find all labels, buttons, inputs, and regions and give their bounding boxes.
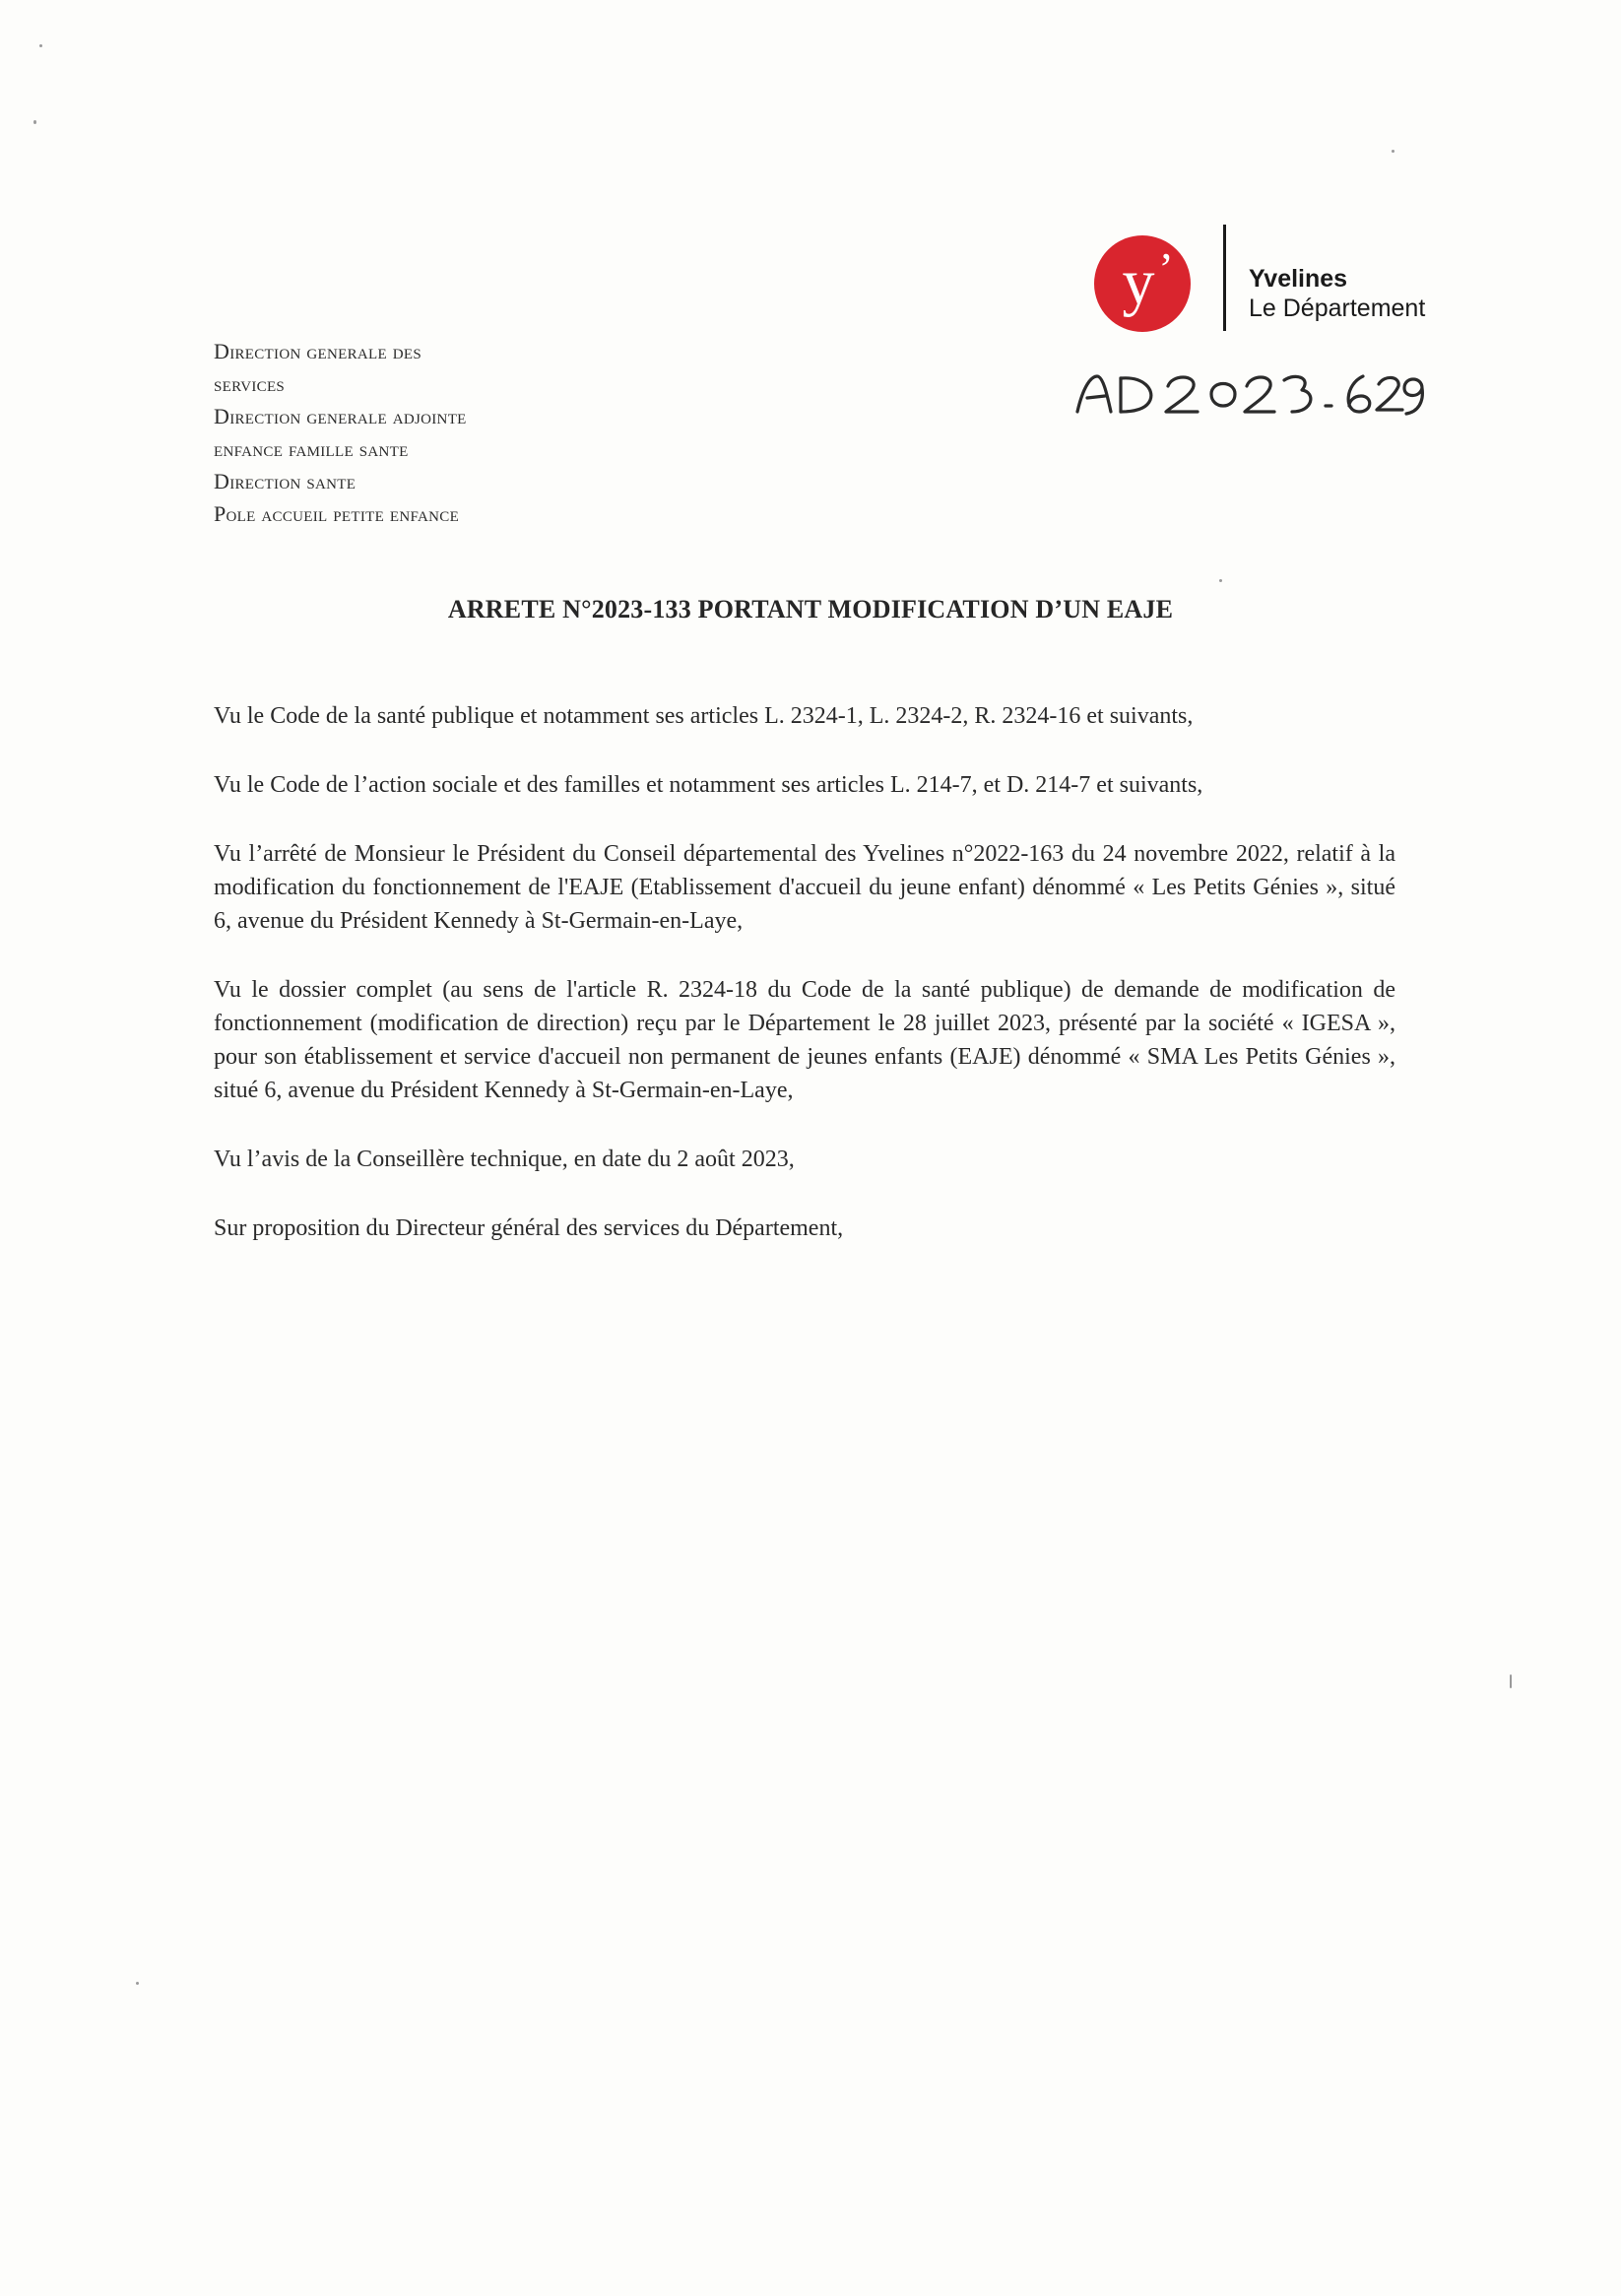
paragraph: Vu l’arrêté de Monsieur le Président du Conseil départemental des Yvelines n°2022-163 du 24 novembre 2022, relatif à la modification du fonctionnement de l'EAJE (Etablissement d'accueil du jeune enfant) dénommé « Les Petits Génies », situé 6, avenue du Président Kennedy à St-Germain-en-Laye, — [214, 841, 1395, 934]
header-line: Direction sante — [214, 469, 357, 493]
logo-text — [1249, 264, 1425, 323]
yvelines-logo-mark-icon — [1093, 234, 1192, 333]
paragraph: Vu le dossier complet (au sens de l'article R. 2324-18 du Code de la santé publique) de demande de modification de fonctionnement (modification de direction) reçu par le Département le 28 juillet 2023, présenté par la société « IGESA », pour son établissement et service d'accueil non permanent de jeunes enfants (EAJE) dénommé « SMA Les Petits Génies », situé 6, avenue du Président Kennedy à St-Germain-en-Laye, — [214, 977, 1395, 1103]
header-line: services — [214, 371, 286, 396]
scan-speck — [136, 1982, 139, 1985]
logo-subtitle: Le Département — [1249, 295, 1426, 322]
scan-speck — [1392, 150, 1394, 153]
scan-speck — [39, 44, 42, 47]
svg-text:’: ’ — [1158, 243, 1174, 294]
handwritten-reference-text: AD 2023. 629 — [1073, 366, 1079, 367]
scan-speck — [1510, 1674, 1512, 1688]
header-line: Direction generale des — [214, 339, 421, 363]
header-line: Pole accueil petite enfance — [214, 501, 460, 526]
header-line: Direction generale adjointe — [214, 404, 467, 428]
document-title: ARRETE N°2023-133 PORTANT MODIFICATION D’UN EAJE — [447, 595, 1174, 623]
paragraph: Vu le Code de l’action sociale et des familles et notamment ses articles L. 214-7, et D. 214-7 et suivants, — [214, 772, 1203, 798]
document-body — [214, 699, 1395, 1280]
paragraph: Sur proposition du Directeur général des services du Département, — [214, 1215, 844, 1241]
paragraph: Vu le Code de la santé publique et notamment ses articles L. 2324-1, L. 2324-2, R. 2324-16 et suivants, — [214, 703, 1194, 729]
logo-divider — [1223, 225, 1226, 331]
issuing-department-header — [214, 335, 467, 530]
handwritten-reference-number — [1073, 366, 1428, 418]
paragraph: Vu l’avis de la Conseillère technique, en date du 2 août 2023, — [214, 1147, 795, 1172]
header-line: enfance famille sante — [214, 436, 409, 461]
svg-text:y: y — [1122, 246, 1155, 318]
scan-speck — [1219, 579, 1222, 582]
logo-name: Yvelines — [1249, 265, 1348, 293]
scan-speck — [33, 120, 36, 124]
yvelines-logo — [1093, 225, 1438, 343]
